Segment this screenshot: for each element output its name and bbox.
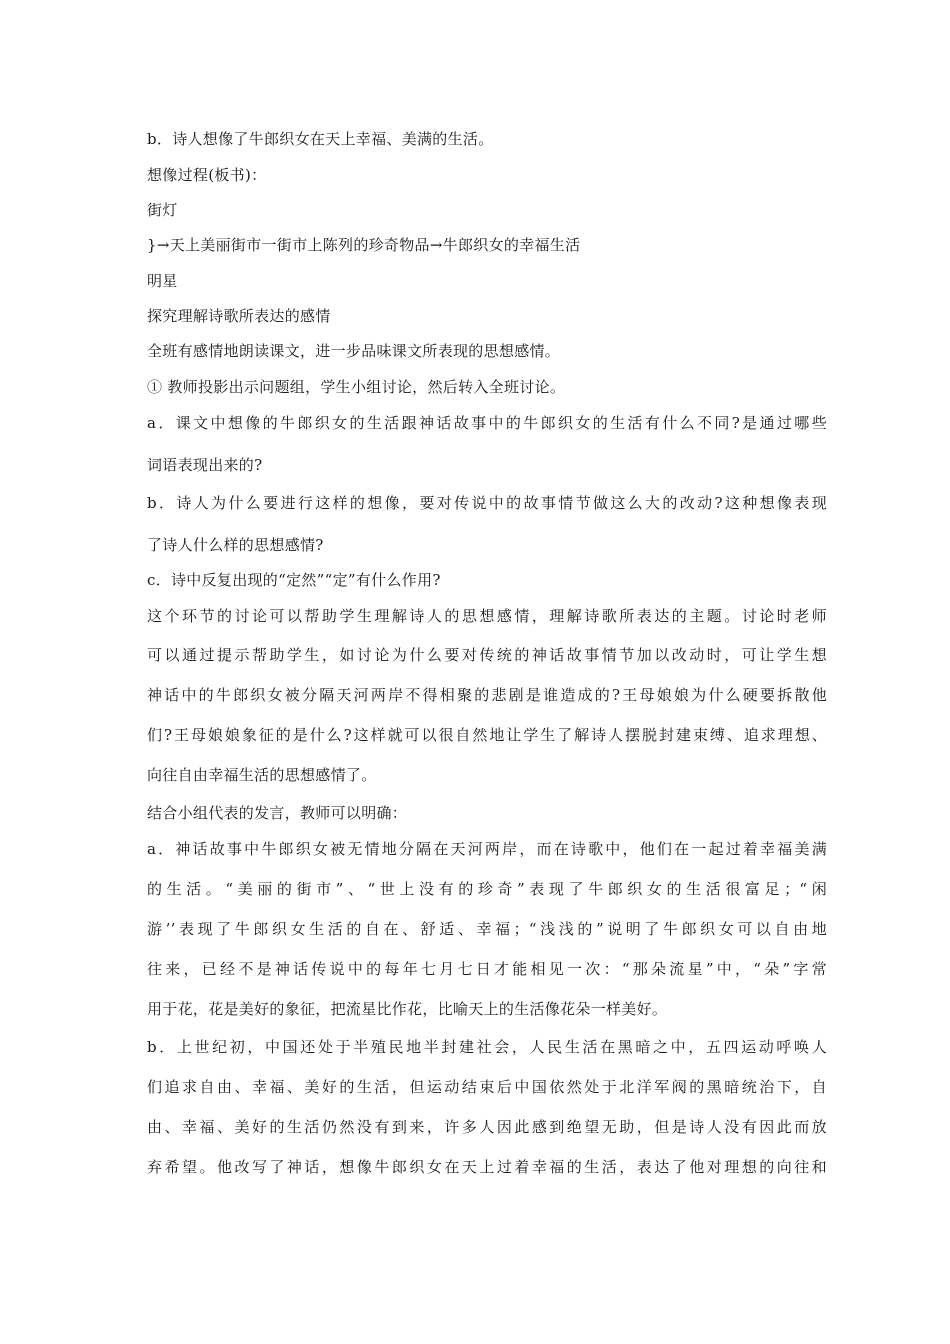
text-line: b．上世纪初，中国还处于半殖民地半封建社会，人民生活在黑暗之中，五四运动呼唤人 xyxy=(147,1038,827,1056)
text-line: 往来，已经不是神话传说中的每年七月七日才能相见一次：“那朵流星”中，“朵”字常 xyxy=(147,960,827,978)
text-line: 弃希望。他改写了神话，想像牛郎织女在天上过着幸福的生活，表达了他对理想的向往和 xyxy=(147,1158,827,1176)
text-line: a．课文中想像的牛郎织女的生活跟神话故事中的牛郎织女的生活有什么不同?是通过哪些 xyxy=(147,414,827,432)
text-line: 们?王母娘娘象征的是什么?这样就可以很自然地让学生了解诗人摆脱封建束缚、追求理想、 xyxy=(147,726,827,744)
text-line: 想像过程(板书)： xyxy=(147,166,267,184)
text-line: a．神话故事中牛郎织女被无情地分隔在天河两岸，而在诗歌中，他们在一起过着幸福美满 xyxy=(147,840,827,858)
text-line: 的生活。“美丽的街市”、“世上没有的珍奇”表现了牛郎织女的生活很富足；“闲 xyxy=(147,880,827,898)
text-line: 神话中的牛郎织女被分隔天河两岸不得相聚的悲剧是谁造成的?王母娘娘为什么硬要拆散他 xyxy=(147,686,827,704)
text-line: 可以通过提示帮助学生，如讨论为什么要对传统的神话故事情节加以改动时，可让学生想 xyxy=(147,646,827,664)
text-line: 向往自由幸福生活的思想感情了。 xyxy=(147,766,377,784)
text-line: 由、幸福、美好的生活仍然没有到来，许多人因此感到绝望无助，但是诗人没有因此而放 xyxy=(147,1118,827,1136)
text-line: 全班有感情地朗读课文，进一步品味课文所表现的思想感情。 xyxy=(147,342,561,360)
section-heading: 探究理解诗歌所表达的感情 xyxy=(147,307,331,325)
text-line: b．诗人为什么要进行这样的想像，要对传说中的故事情节做这么大的改动?这种想像表现 xyxy=(147,494,827,512)
text-line: 街灯 xyxy=(147,201,178,219)
text-line: ① 教师投影出示问题组，学生小组讨论，然后转入全班讨论。 xyxy=(147,378,566,396)
text-line: 这个环节的讨论可以帮助学生理解诗人的思想感情，理解诗歌所表达的主题。讨论时老师 xyxy=(147,607,827,625)
text-line: 们追求自由、幸福、美好的生活，但运动结束后中国依然处于北洋军阀的黑暗统治下，自 xyxy=(147,1078,827,1096)
text-line: 游’’表现了牛郎织女生活的自在、舒适、幸福；“浅浅的”说明了牛郎织女可以自由地 xyxy=(147,920,827,938)
text-line: }→天上美丽街市一街市上陈列的珍奇物品→牛郎织女的幸福生活 xyxy=(147,236,581,254)
text-line: b．诗人想像了牛郎织女在天上幸福、美满的生活。 xyxy=(147,130,494,148)
text-line: 明星 xyxy=(147,272,178,290)
text-line: 结合小组代表的发言，教师可以明确： xyxy=(147,804,408,822)
text-line: 词语表现出来的? xyxy=(147,456,263,474)
text-line: 用于花，花是美好的象征，把流星比作花，比喻天上的生活像花朵一样美好。 xyxy=(147,1000,668,1018)
text-line: c．诗中反复出现的“定然”“定”有什么作用? xyxy=(147,571,441,589)
text-line: 了诗人什么样的思想感情? xyxy=(147,536,324,554)
